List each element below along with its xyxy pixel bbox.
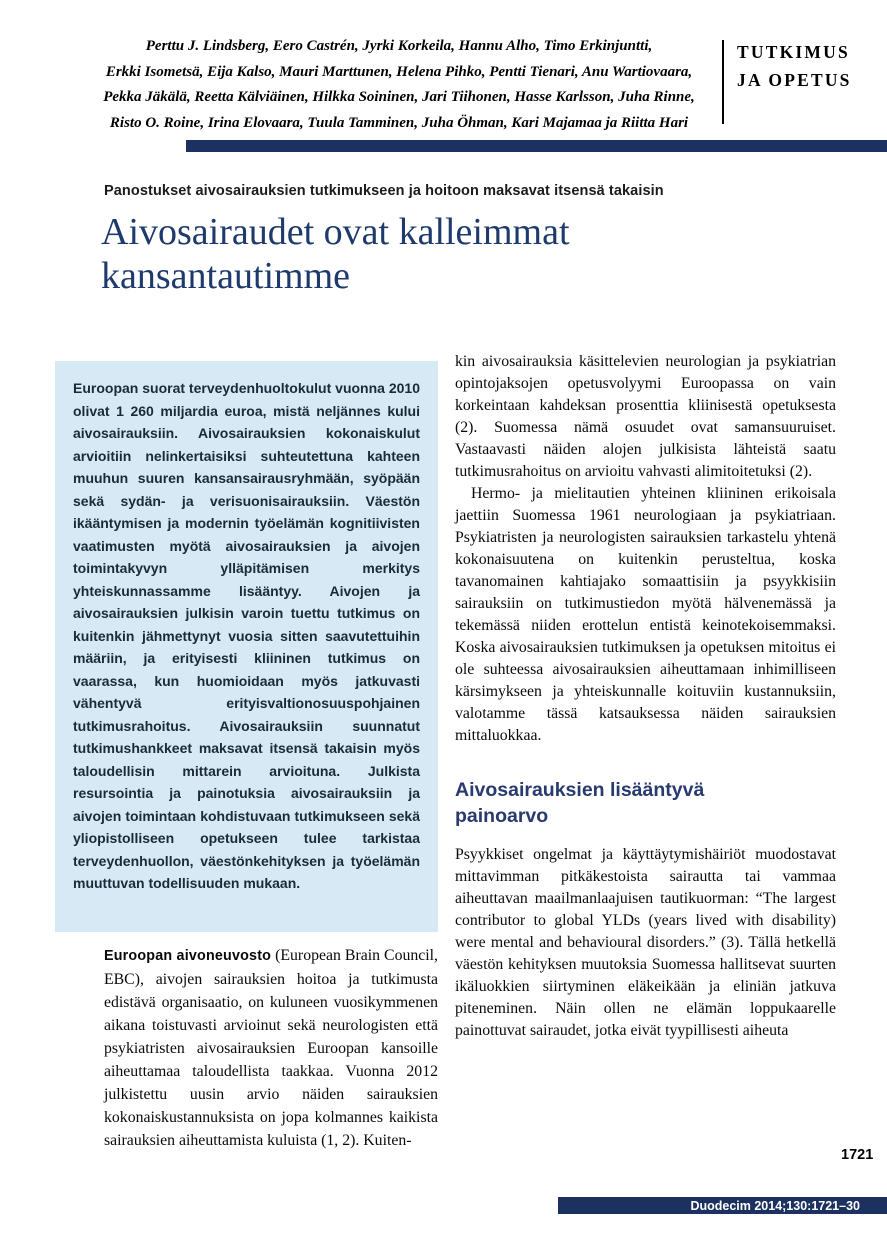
- paragraph-lead-in: Euroopan aivoneuvosto: [104, 948, 272, 964]
- body-paragraph: [104, 944, 438, 1152]
- footer-citation-bar: [558, 1197, 887, 1214]
- kicker-text: Panostukset aivosairauksien tutkimukseen ja hoitoon maksavat itsensä takaisin: [104, 183, 664, 199]
- footer-citation: Duodecim 2014;130:1721–30: [690, 1199, 860, 1213]
- article-title-line: kansantautimme: [101, 255, 351, 297]
- author-line: Risto O. Roine, Irina Elovaara, Tuula Tamminen, Juha Öhman, Kari Majamaa ja Riitta Hari: [109, 114, 689, 131]
- left-column-body: [104, 944, 438, 1152]
- section-heading-line: Aivosairauksien lisääntyvä: [455, 779, 705, 801]
- article-title-line: Aivosairaudet ovat kalleimmat: [101, 211, 570, 253]
- author-line: Perttu J. Lindsberg, Eero Castrén, Jyrki Korkeila, Hannu Alho, Timo Erkinjuntti,: [145, 38, 653, 54]
- right-column-body: [455, 351, 836, 1042]
- article-title: [101, 210, 661, 298]
- abstract-text: Euroopan suorat terveydenhuoltokulut vuonna 2010 olivat 1 260 miljardia euroa, mistä neljännes kului aivosairauksiin. Aivosairauksien kokonaiskulut arvioitiin nelinkertaisiksi suhteutettuna kahteen muuhun suuren kansansairausryhmään, syöpään sekä sydän- ja verisuonisairauksiin. Väestön ikääntymisen ja modernin työelämän kognitiivisten vaatimusten myötä aivosairauksien ja aivojen toimintakyvyn ylläpitämisen merkitys yhteiskunnassamme lisääntyy. Aivojen ja aivosairauksien julkisin varoin tuettu tutkimus on kuitenkin jähmettynyt vuosia sitten saavutettuihin määriin, ja erityisesti kliininen tutkimus on vaarassa, kun huomioidaan myös jatkuvasti vähentyvä erityisvaltionosuuspohjainen tutkimusrahoitus. Aivosairauksiin suunnatut tutkimushankkeet maksavat itsensä takaisin myös taloudellisin mittarein arvioituna. Julkista resursointia ja painotuksia aivosairauksiin ja aivojen toimintaan kohdistuvaan tutkimukseen sekä yliopistolliseen opetukseen tulee tarkistaa terveydenhuollon, väestönkehityksen ja työelämän muuttuvan todellisuuden mukaan.: [73, 380, 420, 891]
- accent-bar-top: [186, 140, 887, 152]
- header-divider: [722, 40, 724, 124]
- section-heading-line: painoarvo: [455, 805, 549, 827]
- author-list: [85, 34, 713, 136]
- author-line: Pekka Jäkälä, Reetta Kälviäinen, Hilkka Soininen, Jari Tiihonen, Hasse Karlsson, Juha Rinne,: [103, 89, 695, 105]
- page-number: 1721: [841, 1147, 874, 1163]
- paragraph-text: (European Brain Council, EBC), aivojen sairauksien hoitoa ja tutkimusta edistävä organisaatio, on kuluneen vuosikymmenen aikana toistuvasti arvioinut sekä neurologisten että psykiatristen aivosairauksien Euroopan kansoille aiheuttamaa taloudellista taakkaa. Vuonna 2012 julkistettu uusin arvio näiden sairauksien kokonaiskustannuksista on jopa kolmannes kaikista sairauksien aiheuttamista kuluista (1, 2). Kuiten-: [104, 947, 438, 1149]
- journal-section-label-line: TUTKIMUS: [737, 42, 850, 62]
- body-paragraph: Psyykkiset ongelmat ja käyttäytymishäiriöt muodostavat mittavimman pitkäkestoista sairautta tai vammaa aiheuttavan maailmanlaajuisen tautikuorman: “The largest contributor to global YLDs (years lived with disability) were mental and behavioural disorders.” (3). Tällä hetkellä väestön kehityksen muutoksia Suomessa hallitsevat suurten ikäluokkien siirtyminen eläkeikään ja eliniän jatkuva piteneminen. Näin ollen ne elämän loppukaarelle painottuvat sairaudet, jotka eivät tyypillisesti aiheuta: [455, 846, 836, 1039]
- journal-section-label: [737, 38, 852, 94]
- body-paragraph: kin aivosairauksia käsittelevien neurologian ja psykiatrian opintojaksojen opetusvolyymi Euroopassa on vain korkeintaan kahdeksan prosenttia kliinisestä opetuksesta (2). Suomessa nämä osuudet ovat samansuuruiset. Vastaavasti näiden alojen julkisista lähteistä saatu tutkimusrahoitus on arvioitu vahvasti alimitoitetuksi (2).: [455, 353, 836, 480]
- body-paragraph: Hermo- ja mielitautien yhteinen kliininen erikoisala jaettiin Suomessa 1961 neurologiaan ja psykiatriaan. Psykiatristen ja neurologisten sairauksien tarkastelu yhtenä kokonaisuutena on kuitenkin perusteltua, koska tavanomainen kahtiajako somaattisiin ja psyykkisiin sairauksiin on tutkimustiedon myötä hälvenemässä ja tekemässä niiden erottelun entistä keinotekoisemmaksi. Koska aivosairauksien tutkimuksen ja opetuksen mitoitus ei ole suhteessa aivosairauksien aiheuttamaan inhimilliseen kärsimykseen ja yhteiskunnalle koituviin kustannuksiin, valotamme tässä katsauksessa näiden sairauksien mittaluokkaa.: [455, 485, 836, 744]
- journal-section-label-line: JA OPETUS: [737, 70, 852, 90]
- section-heading: [455, 777, 836, 829]
- abstract-box: [55, 361, 438, 932]
- author-line: Erkki Isometsä, Eija Kalso, Mauri Marttunen, Helena Pihko, Pentti Tienari, Anu Wartiovaara,: [105, 63, 693, 80]
